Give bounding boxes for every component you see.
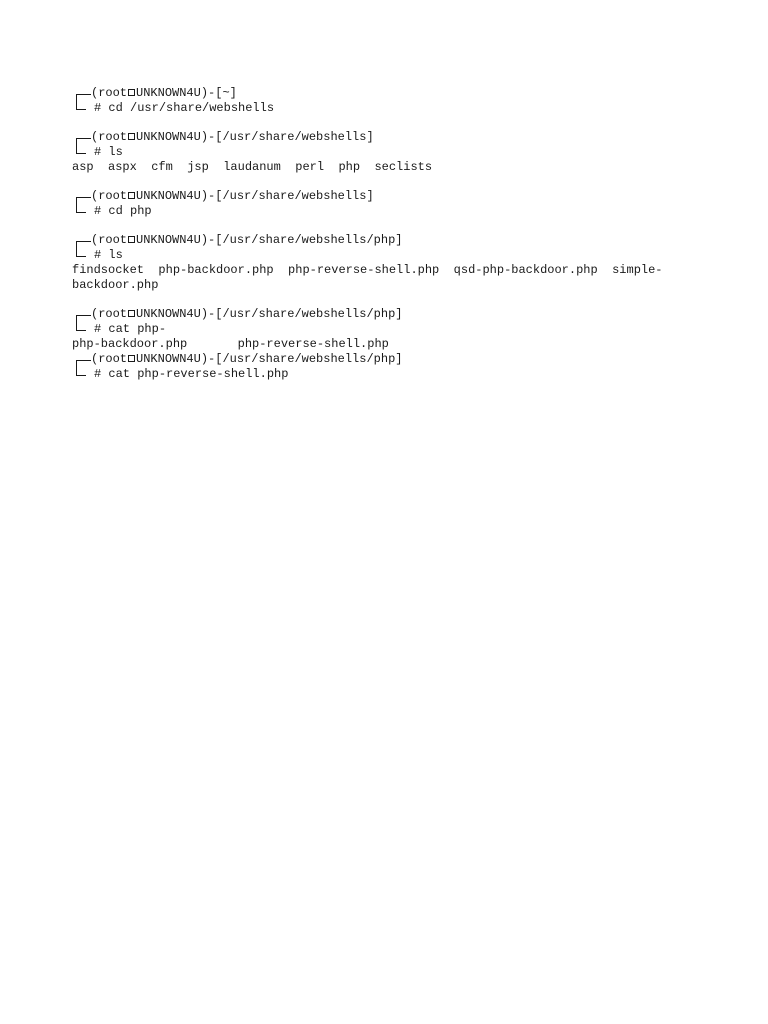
skull-glyph-icon xyxy=(128,133,135,140)
line-gap xyxy=(72,219,702,233)
box-corner-top-icon xyxy=(72,189,91,204)
bracket: ] xyxy=(366,130,374,144)
prompt-symbol: # xyxy=(94,322,109,336)
prompt-host: UNKNOWN4U xyxy=(136,352,201,366)
prompt-dir: /usr/share/webshells/php xyxy=(222,233,396,247)
prompt-symbol: # xyxy=(94,145,109,159)
output-line: asp aspx cfm jsp laudanum perl php seclists xyxy=(72,160,433,174)
command-text: cd php xyxy=(108,204,152,218)
command-text: cd /usr/share/webshells xyxy=(108,101,275,115)
prompt-symbol: # xyxy=(94,367,109,381)
prompt-line xyxy=(72,189,702,204)
paren: ( xyxy=(91,233,99,247)
skull-glyph-icon xyxy=(128,89,135,96)
command-line xyxy=(72,145,702,160)
prompt-host: UNKNOWN4U xyxy=(136,233,201,247)
prompt-user: root xyxy=(98,86,128,100)
line-gap xyxy=(72,116,702,130)
prompt-symbol: # xyxy=(94,248,109,262)
paren: ( xyxy=(91,307,99,321)
skull-glyph-icon xyxy=(128,192,135,199)
box-corner-top-icon xyxy=(72,86,91,101)
box-corner-top-icon xyxy=(72,352,91,367)
prompt-dir: /usr/share/webshells/php xyxy=(222,352,396,366)
bracket: ] xyxy=(366,189,374,203)
command-line xyxy=(72,248,702,263)
prompt-host: UNKNOWN4U xyxy=(136,130,201,144)
box-corner-top-icon xyxy=(72,233,91,248)
command-text: cat php-reverse-shell.php xyxy=(108,367,289,381)
output-line: backdoor.php xyxy=(72,278,159,292)
line-gap xyxy=(72,175,702,189)
box-corner-bottom-icon xyxy=(72,248,94,263)
prompt-host: UNKNOWN4U xyxy=(136,307,201,321)
paren: ( xyxy=(91,86,99,100)
command-text: ls xyxy=(108,145,123,159)
prompt-line xyxy=(72,86,702,101)
skull-glyph-icon xyxy=(128,236,135,243)
command-line xyxy=(72,322,702,337)
prompt-dir: /usr/share/webshells xyxy=(222,189,367,203)
box-corner-bottom-icon xyxy=(72,145,94,160)
bracket: )-[ xyxy=(200,189,223,203)
bracket: ] xyxy=(229,86,237,100)
box-corner-bottom-icon xyxy=(72,322,94,337)
prompt-user: root xyxy=(98,307,128,321)
bracket: ] xyxy=(395,233,403,247)
output-line: php-backdoor.php php-reverse-shell.php xyxy=(72,337,389,351)
bracket: )-[ xyxy=(200,130,223,144)
prompt-line xyxy=(72,307,702,322)
prompt-dir: /usr/share/webshells/php xyxy=(222,307,396,321)
box-corner-top-icon xyxy=(72,307,91,322)
prompt-user: root xyxy=(98,189,128,203)
terminal-transcript xyxy=(72,86,702,382)
skull-glyph-icon xyxy=(128,310,135,317)
bracket: ] xyxy=(395,307,403,321)
skull-glyph-icon xyxy=(128,355,135,362)
bracket: )-[ xyxy=(200,352,223,366)
command-text: ls xyxy=(108,248,123,262)
paren: ( xyxy=(91,352,99,366)
prompt-dir: /usr/share/webshells xyxy=(222,130,367,144)
bracket: )-[ xyxy=(200,233,223,247)
prompt-line xyxy=(72,352,702,367)
bracket: )-[ xyxy=(200,307,223,321)
box-corner-bottom-icon xyxy=(72,367,94,382)
box-corner-bottom-icon xyxy=(72,101,94,116)
paren: ( xyxy=(91,189,99,203)
box-corner-top-icon xyxy=(72,130,91,145)
command-line xyxy=(72,204,702,219)
command-line xyxy=(72,367,702,382)
prompt-user: root xyxy=(98,233,128,247)
prompt-user: root xyxy=(98,352,128,366)
paren: ( xyxy=(91,130,99,144)
prompt-dir: ~ xyxy=(222,86,230,100)
line-gap xyxy=(72,293,702,307)
output-line: findsocket php-backdoor.php php-reverse-shell.php qsd-php-backdoor.php simple- xyxy=(72,263,663,277)
prompt-user: root xyxy=(98,130,128,144)
prompt-line xyxy=(72,130,702,145)
bracket: )-[ xyxy=(200,86,223,100)
box-corner-bottom-icon xyxy=(72,204,94,219)
prompt-host: UNKNOWN4U xyxy=(136,86,201,100)
prompt-symbol: # xyxy=(94,101,109,115)
prompt-line xyxy=(72,233,702,248)
prompt-symbol: # xyxy=(94,204,109,218)
bracket: ] xyxy=(395,352,403,366)
prompt-host: UNKNOWN4U xyxy=(136,189,201,203)
command-line xyxy=(72,101,702,116)
command-text: cat php- xyxy=(108,322,167,336)
